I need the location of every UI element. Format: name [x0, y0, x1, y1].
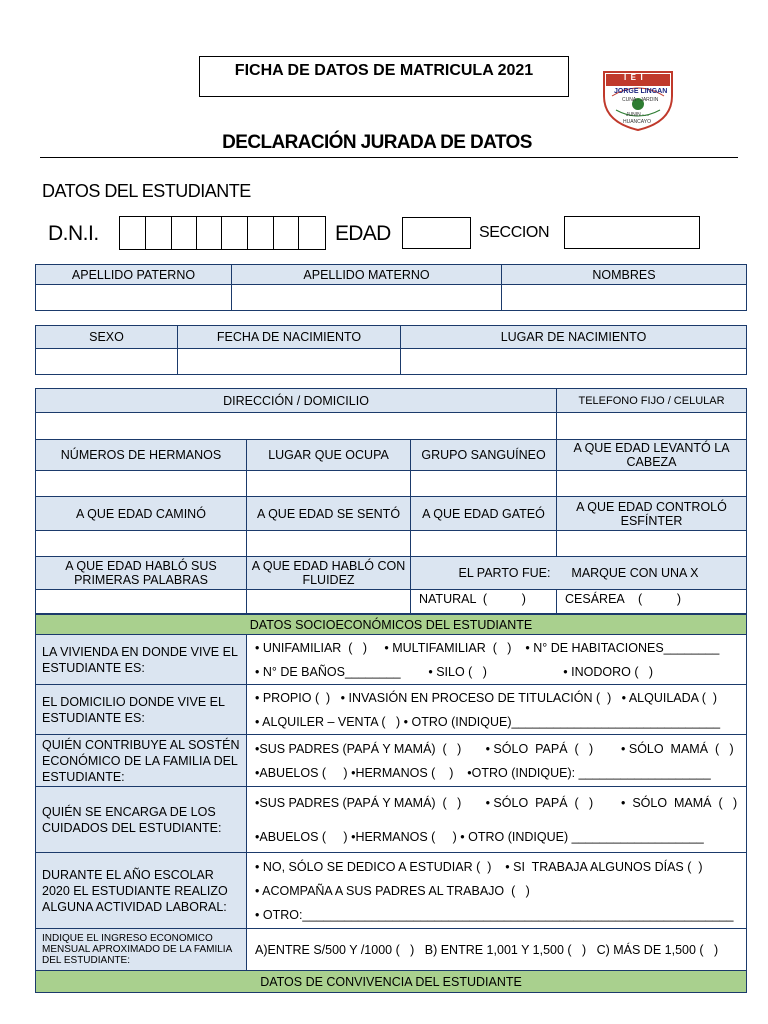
logo-bottom: JUNIN - ... [626, 112, 650, 118]
socioeconomic-table [35, 614, 747, 993]
logo-city: HUANCAYO [623, 119, 651, 125]
header-direccion: DIRECCIÓN / DOMICILIO [36, 389, 557, 413]
sosten-options[interactable] [247, 735, 747, 787]
cuidados-options[interactable] [247, 787, 747, 853]
sosten-option-line[interactable]: •ABUELOS ( ) •HERMANOS ( ) •OTRO (INDIQUE): ___________________ [255, 765, 711, 780]
apellido-materno-input[interactable] [232, 285, 502, 311]
title-rule [40, 157, 738, 158]
apellido-paterno-input[interactable] [36, 285, 232, 311]
logo-sub: CUNA - JARDIN [622, 97, 659, 103]
student-section-title: DATOS DEL ESTUDIANTE [42, 181, 251, 201]
parto-header [411, 557, 747, 590]
grupo-sanguineo-input[interactable] [411, 471, 557, 497]
parto-hint: MARQUE CON UNA X [571, 566, 699, 580]
form-title: FICHA DE DATOS DE MATRICULA 2021 [234, 61, 534, 79]
school-logo [598, 66, 678, 132]
seccion-input[interactable] [564, 216, 700, 249]
header-primeras-palabras: A QUE EDAD HABLÓ SUS PRIMERAS PALABRAS [36, 557, 247, 590]
header-camino: A QUE EDAD CAMINÓ [36, 497, 247, 531]
domicilio-option-line[interactable]: • ALQUILER – VENTA ( ) • OTRO (INDIQUE)______________________________ [255, 714, 721, 729]
birth-table [35, 325, 747, 375]
laboral-options[interactable] [247, 853, 747, 929]
sexo-input[interactable] [36, 349, 178, 375]
telefono-input[interactable] [557, 413, 747, 440]
form-title-box [199, 56, 569, 97]
socioeconomic-title: DATOS SOCIOECONÓMICOS DEL ESTUDIANTE [36, 615, 747, 635]
laboral-option-line[interactable]: • OTRO:______________________________________________________________ [255, 907, 734, 922]
cuidados-option-line[interactable]: •ABUELOS ( ) •HERMANOS ( ) • OTRO (INDIQUE) ___________________ [255, 829, 704, 844]
header-apellido-materno: APELLIDO MATERNO [232, 265, 502, 285]
lugar-ocupa-input[interactable] [247, 471, 411, 497]
header-grupo-sanguineo: GRUPO SANGUÍNEO [411, 440, 557, 471]
cuidados-option-line[interactable]: •SUS PADRES (PAPÁ Y MAMÁ) ( ) • SÓLO PAPÁ ( ) • SÓLO MAMÁ ( ) [255, 795, 738, 810]
sosten-option-line[interactable]: •SUS PADRES (PAPÁ Y MAMÁ) ( ) • SÓLO PAPÁ ( ) • SÓLO MAMÁ ( ) [255, 741, 734, 756]
parto-label: EL PARTO FUE: [458, 566, 551, 580]
header-lugar-ocupa: LUGAR QUE OCUPA [247, 440, 411, 471]
header-apellido-paterno: APELLIDO PATERNO [36, 265, 232, 285]
header-levanto-cabeza: A QUE EDAD LEVANTÓ LA CABEZA [557, 440, 747, 471]
seccion-label: SECCION [479, 224, 550, 241]
edad-label: EDAD [335, 222, 391, 245]
vivienda-options[interactable] [247, 635, 747, 685]
sosten-label: QUIÉN CONTRIBUYE AL SOSTÉN ECONÓMICO DE LA FAMILIA DEL ESTUDIANTE: [36, 735, 247, 787]
parto-natural-option[interactable]: NATURAL ( ) [411, 590, 557, 614]
laboral-label: DURANTE EL AÑO ESCOLAR 2020 EL ESTUDIANTE REALIZO ALGUNA ACTIVIDAD LABORAL: [36, 853, 247, 929]
vivienda-label: LA VIVIENDA EN DONDE VIVE EL ESTUDIANTE ES: [36, 635, 247, 685]
dni-input[interactable] [119, 216, 326, 250]
header-lugar-nacimiento: LUGAR DE NACIMIENTO [401, 326, 747, 349]
vivienda-option-line[interactable]: • N° DE BAÑOS________ • SILO ( ) • INODORO ( ) [255, 664, 654, 679]
vivienda-option-line[interactable]: • UNIFAMILIAR ( ) • MULTIFAMILIAR ( ) • N° DE HABITACIONES________ [255, 640, 720, 655]
header-controlo-esfinter: A QUE EDAD CONTROLÓ ESFÍNTER [557, 497, 747, 531]
ingreso-label: INDIQUE EL INGRESO ECONOMICO MENSUAL APROXIMADO DE LA FAMILIA DEL ESTUDIANTE: [36, 929, 247, 971]
logo-name: JORGE LINGAN [614, 88, 668, 95]
domicilio-label: EL DOMICILIO DONDE VIVE EL ESTUDIANTE ES: [36, 685, 247, 735]
levanto-cabeza-input[interactable] [557, 471, 747, 497]
logo-top-text: I E I [624, 73, 643, 82]
ingreso-options[interactable] [247, 929, 747, 971]
header-numero-hermanos: NÚMEROS DE HERMANOS [36, 440, 247, 471]
edad-input[interactable] [402, 217, 471, 249]
domicilio-options[interactable] [247, 685, 747, 735]
header-telefono: TELEFONO FIJO / CELULAR [557, 389, 747, 413]
hablo-fluidez-input[interactable] [247, 590, 411, 614]
primeras-palabras-input[interactable] [36, 590, 247, 614]
main-title: DECLARACIÓN JURADA DE DATOS [222, 132, 532, 153]
laboral-option-line[interactable]: • ACOMPAÑA A SUS PADRES AL TRABAJO ( ) [255, 883, 530, 898]
camino-input[interactable] [36, 531, 247, 557]
numero-hermanos-input[interactable] [36, 471, 247, 497]
gateo-input[interactable] [411, 531, 557, 557]
dni-label: D.N.I. [48, 222, 99, 245]
convivencia-title: DATOS DE CONVIVENCIA DEL ESTUDIANTE [36, 971, 747, 993]
direccion-input[interactable] [36, 413, 557, 440]
parto-cesarea-option[interactable]: CESÁREA ( ) [557, 590, 747, 614]
names-table [35, 264, 747, 311]
header-se-sento: A QUE EDAD SE SENTÓ [247, 497, 411, 531]
domicilio-option-line[interactable]: • PROPIO ( ) • INVASIÓN EN PROCESO DE TITULACIÓN ( ) • ALQUILADA ( ) [255, 690, 718, 705]
lugar-nacimiento-input[interactable] [401, 349, 747, 375]
fecha-nacimiento-input[interactable] [178, 349, 401, 375]
header-fecha-nacimiento: FECHA DE NACIMIENTO [178, 326, 401, 349]
laboral-option-line[interactable]: • NO, SÓLO SE DEDICO A ESTUDIAR ( ) • SI TRABAJA ALGUNOS DÍAS ( ) [255, 859, 703, 874]
cuidados-label: QUIÉN SE ENCARGA DE LOS CUIDADOS DEL ESTUDIANTE: [36, 787, 247, 853]
header-sexo: SEXO [36, 326, 178, 349]
nombres-input[interactable] [502, 285, 747, 311]
header-gateo: A QUE EDAD GATEÓ [411, 497, 557, 531]
se-sento-input[interactable] [247, 531, 411, 557]
ingreso-option-line[interactable]: A)ENTRE S/500 Y /1000 ( ) B) ENTRE 1,001 Y 1,500 ( ) C) MÁS DE 1,500 ( ) [255, 942, 719, 957]
controlo-esfinter-input[interactable] [557, 531, 747, 557]
header-hablo-fluidez: A QUE EDAD HABLÓ CON FLUIDEZ [247, 557, 411, 590]
header-nombres: NOMBRES [502, 265, 747, 285]
development-table [35, 388, 747, 614]
